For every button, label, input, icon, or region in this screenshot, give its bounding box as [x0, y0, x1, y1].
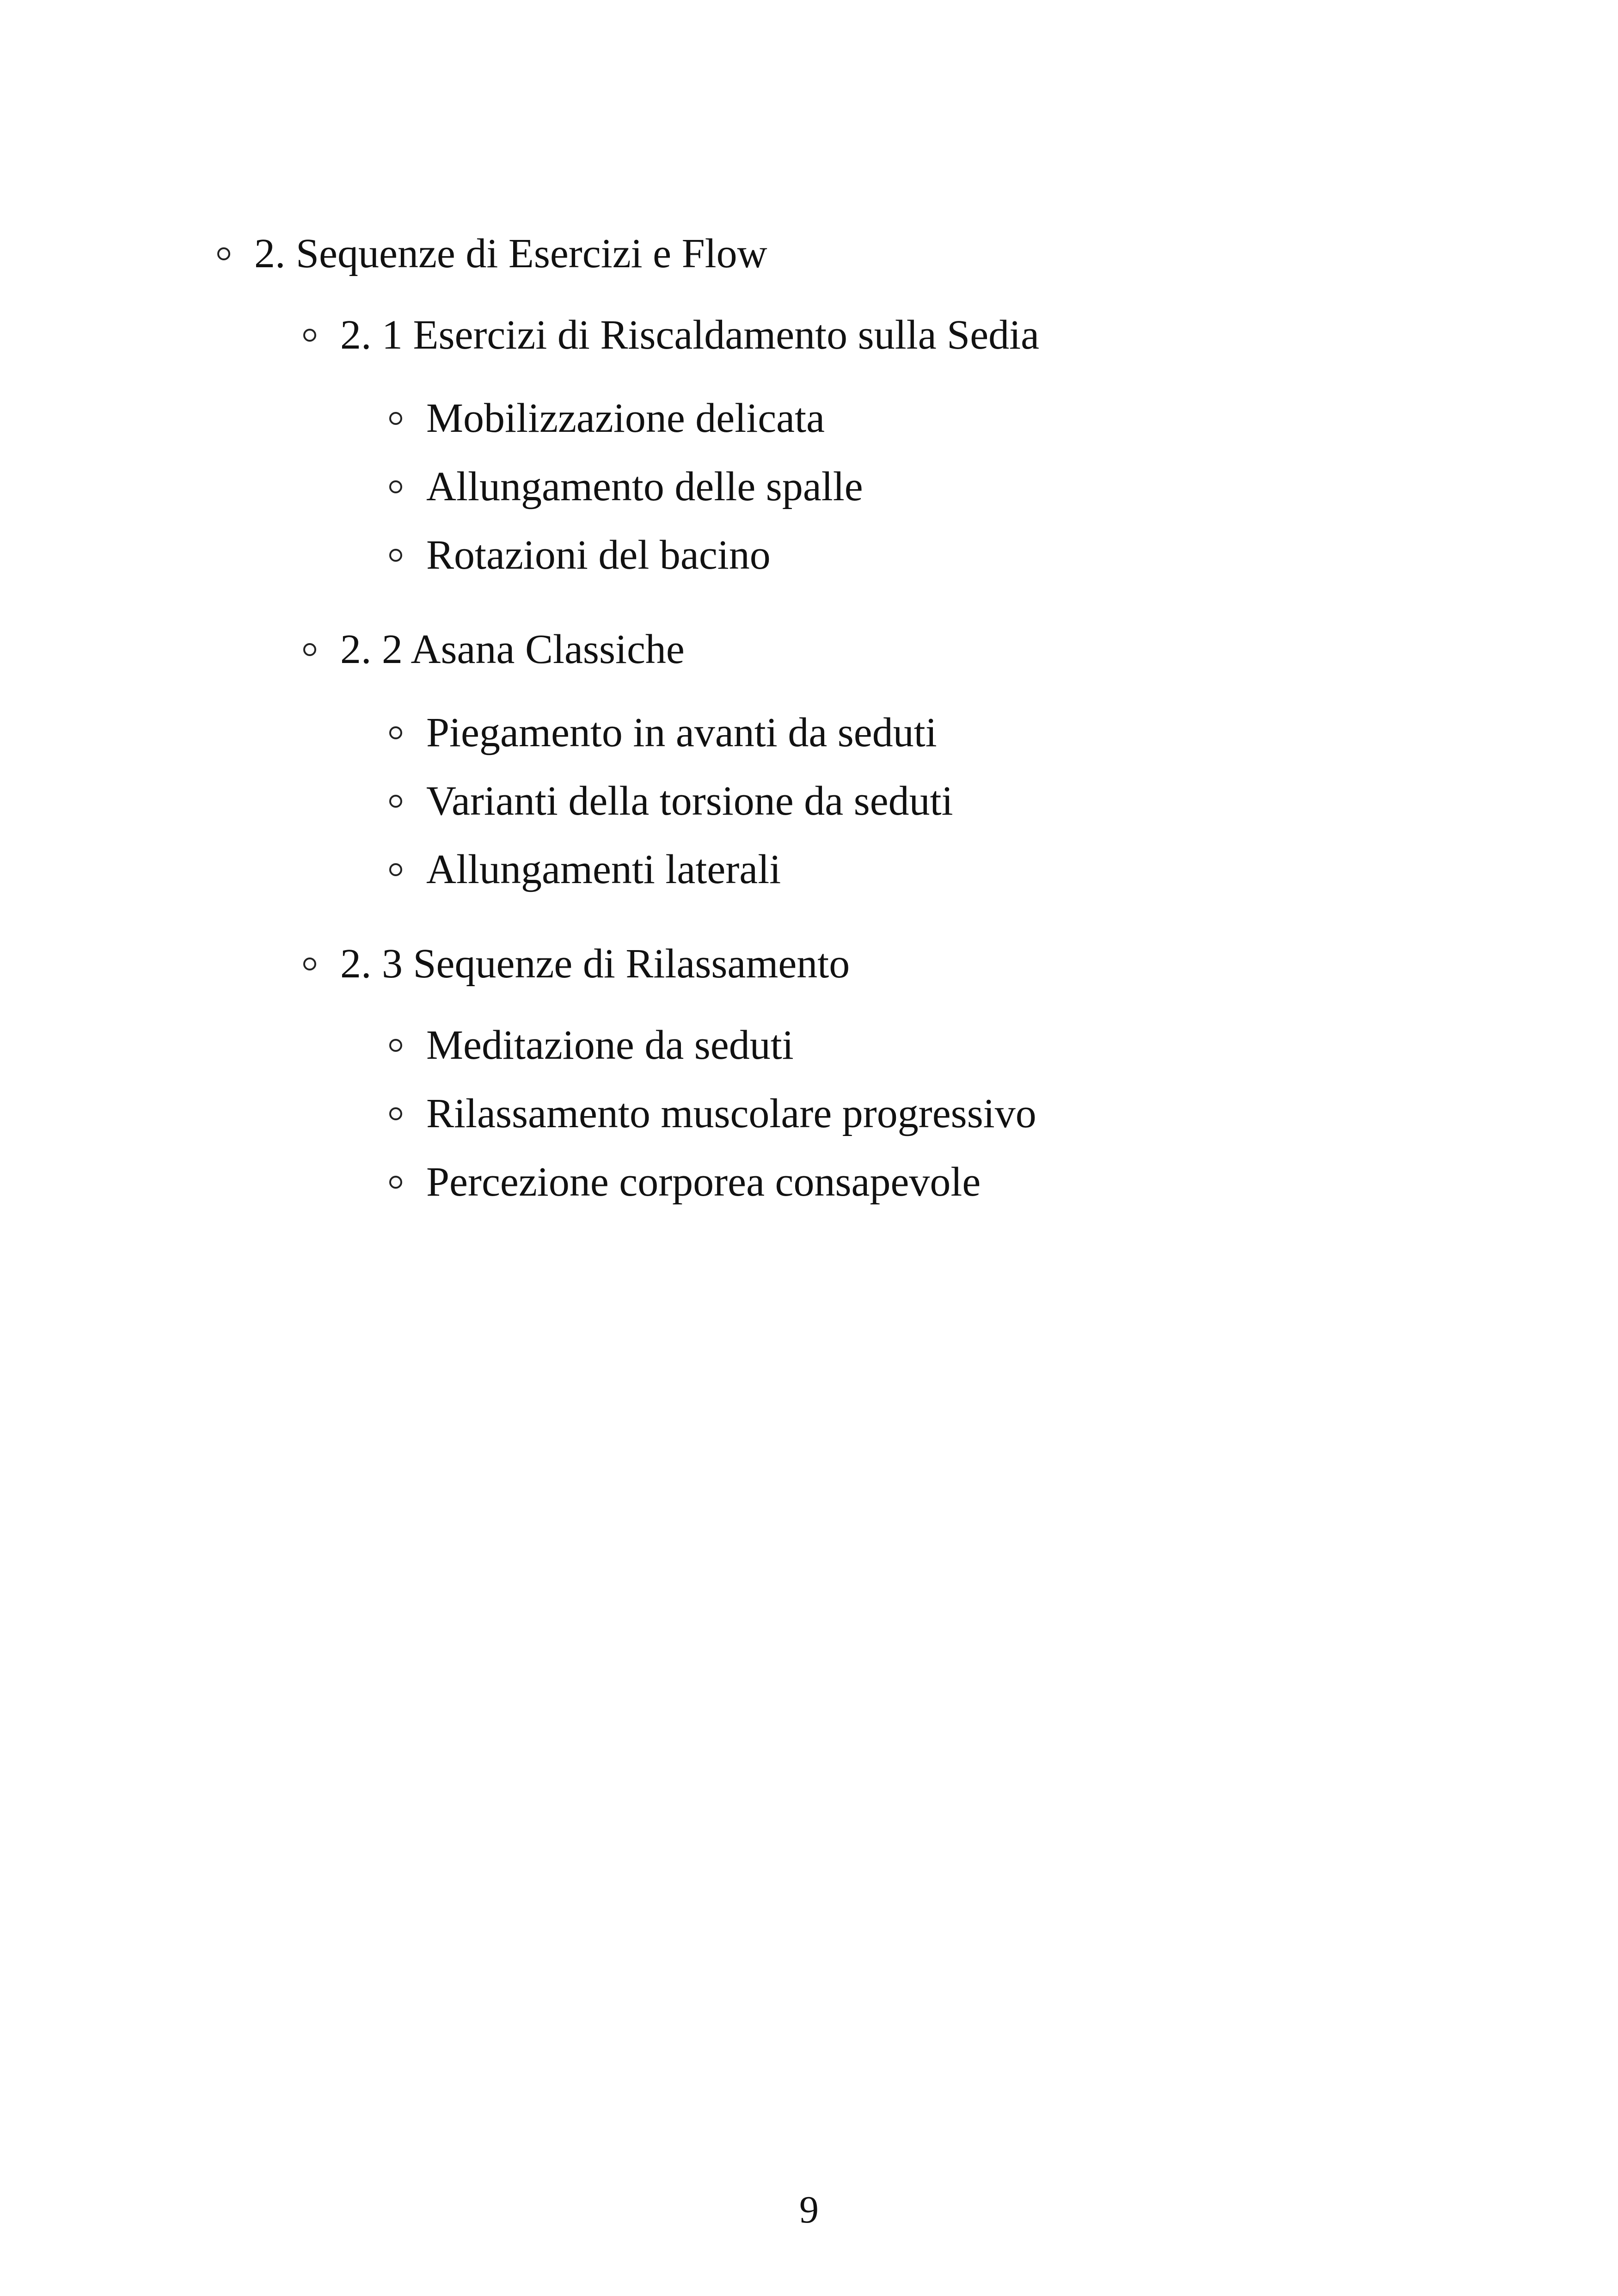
outline-item [389, 530, 771, 581]
page-number: 9 [799, 2188, 819, 2231]
outline-item [389, 393, 825, 444]
hollow-circle-bullet-icon [389, 549, 402, 562]
outline-section [217, 228, 767, 279]
hollow-circle-bullet-icon [217, 247, 230, 260]
outline-subsection [303, 939, 850, 989]
hollow-circle-bullet-icon [303, 958, 316, 970]
outline-item [389, 1088, 1036, 1139]
item-label: Varianti della torsione da seduti [426, 778, 953, 824]
item-label: Meditazione da seduti [426, 1022, 794, 1068]
item-label: Mobilizzazione delicata [426, 395, 825, 441]
subsection-label: 2. 1 Esercizi di Riscaldamento sulla Sedia [340, 312, 1040, 358]
hollow-circle-bullet-icon [303, 329, 316, 342]
item-label: Rilassamento muscolare progressivo [426, 1091, 1036, 1136]
outline-item [389, 1020, 794, 1071]
hollow-circle-bullet-icon [389, 863, 402, 876]
section-label: 2. Sequenze di Esercizi e Flow [254, 231, 767, 276]
item-label: Allungamenti laterali [426, 847, 781, 892]
subsection-label: 2. 2 Asana Classiche [340, 626, 685, 672]
hollow-circle-bullet-icon [389, 1039, 402, 1052]
outline-subsection [303, 624, 685, 675]
outline-item [389, 707, 937, 758]
outline-item [389, 844, 781, 895]
hollow-circle-bullet-icon [389, 1107, 402, 1120]
hollow-circle-bullet-icon [303, 643, 316, 656]
outline-subsection [303, 310, 1039, 361]
hollow-circle-bullet-icon [389, 1176, 402, 1189]
item-label: Allungamento delle spalle [426, 464, 863, 510]
hollow-circle-bullet-icon [389, 412, 402, 425]
item-label: Piegamento in avanti da seduti [426, 710, 937, 755]
item-label: Percezione corporea consapevole [426, 1159, 981, 1205]
subsection-label: 2. 3 Sequenze di Rilassamento [340, 941, 850, 987]
outline-item [389, 461, 863, 512]
outline-item [389, 1157, 981, 1208]
item-label: Rotazioni del bacino [426, 532, 771, 578]
hollow-circle-bullet-icon [389, 795, 402, 808]
outline-item [389, 776, 953, 827]
hollow-circle-bullet-icon [389, 726, 402, 739]
hollow-circle-bullet-icon [389, 480, 402, 493]
